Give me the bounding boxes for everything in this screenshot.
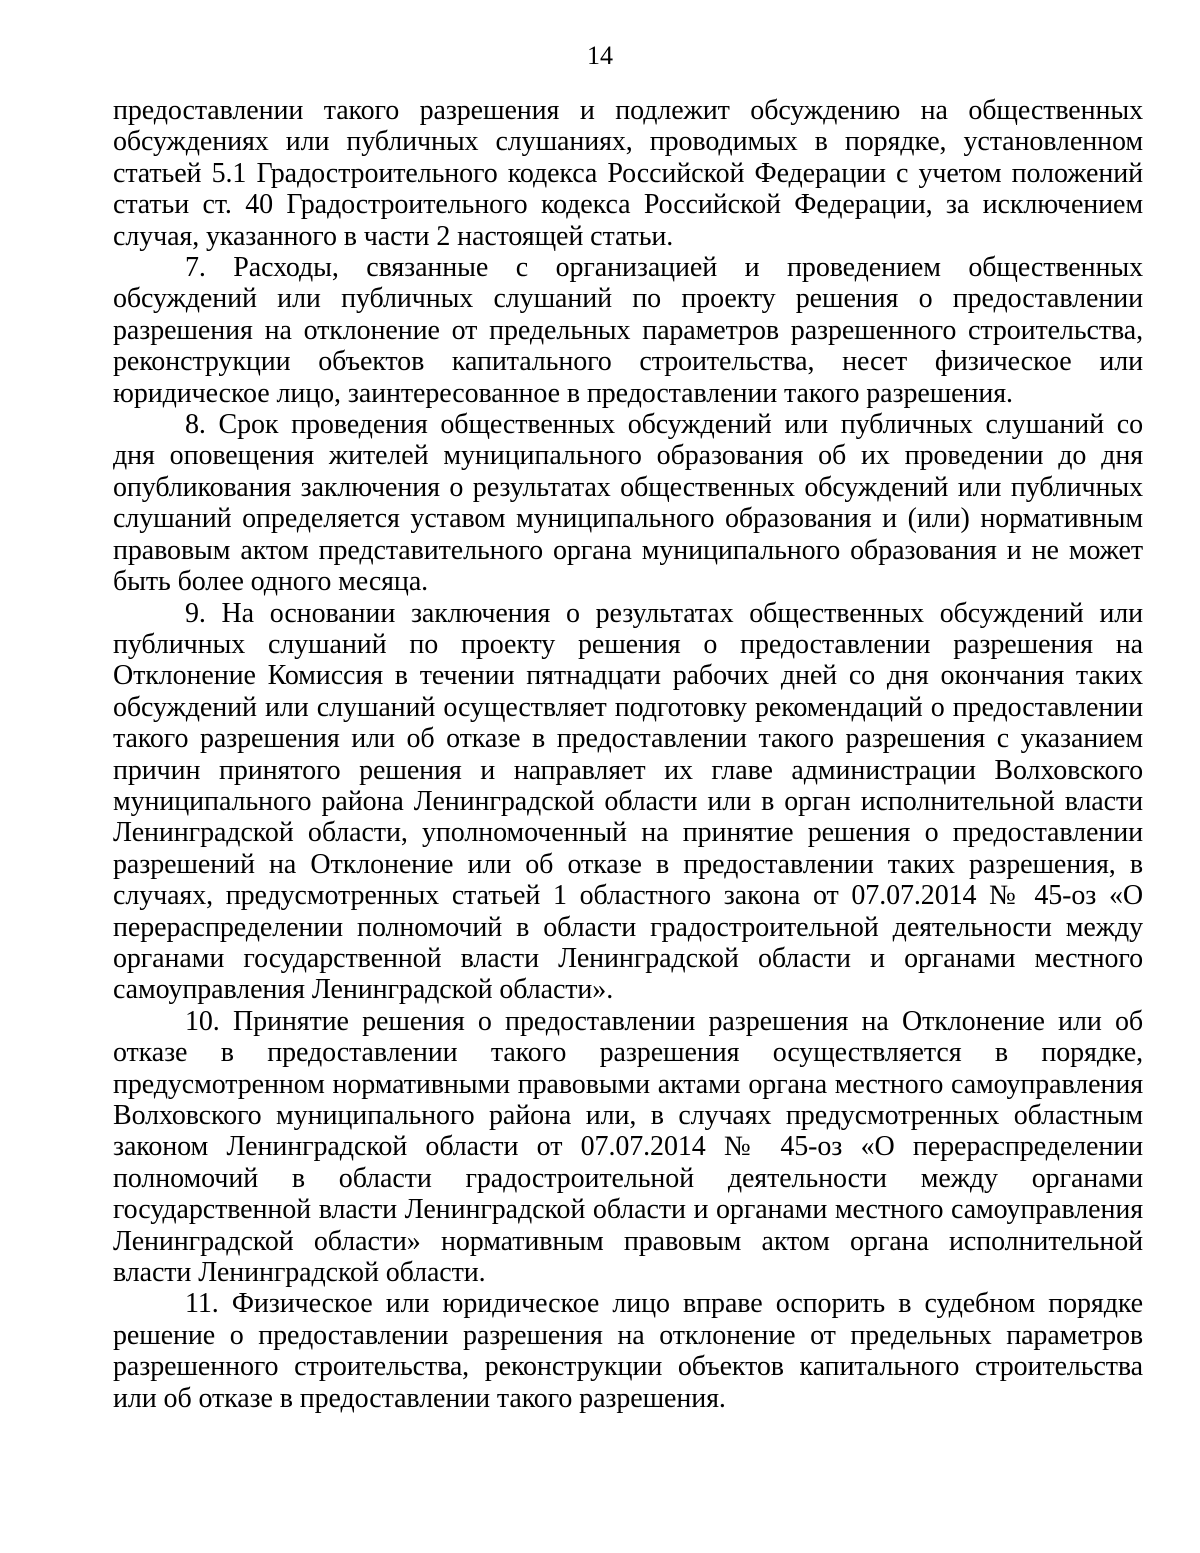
paragraph-item-8: 8. Срок проведения общественных обсуждений или публичных слушаний со дня оповещения жителей муниципального образования об их проведении до дня опубликования заключения о результатах общественных обсуждений или публичных слушаний определяется уставом муниципального образования и (или) нормативным правовым актом представительного органа муниципального образования и не может быть более одного месяца. <box>113 409 1143 598</box>
paragraph-continuation: предоставлении такого разрешения и подлежит обсуждению на общественных обсуждениях или публичных слушаниях, проводимых в порядке, установленном статьей 5.1 Градостроительного кодекса Российской Федерации с учетом положений статьи ст. 40 Градостроительного кодекса Российской Федерации, за исключением случая, указанного в части 2 настоящей статьи. <box>113 95 1143 252</box>
page-number: 14 <box>587 41 613 70</box>
paragraph-item-11: 11. Физическое или юридическое лицо вправе оспорить в судебном порядке решение о предоставлении разрешения на отклонение от предельных параметров разрешенного строительства, реконструкции объектов капитального строительства или об отказе в предоставлении такого разрешения. <box>113 1288 1143 1414</box>
paragraph-item-10: 10. Принятие решения о предоставлении разрешения на Отклонение или об отказе в предоставлении такого разрешения осуществляется в порядке, предусмотренном нормативными правовыми актами органа местного самоуправления Волховского муниципального района или, в случаях предусмотренных областным законом Ленинградской области от 07.07.2014 № 45-оз «О перераспределении полномочий в области градостроительной деятельности между органами государственной власти Ленинградской области и органами местного самоуправления Ленинградской области» нормативным правовым актом органа исполнительной власти Ленинградской области. <box>113 1005 1143 1289</box>
paragraph-item-7: 7. Расходы, связанные с организацией и проведением общественных обсуждений или публичных слушаний по проекту решения о предоставлении разрешения на отклонение от предельных параметров разрешенного строительства, реконструкции объектов капитального строительства, несет физическое или юридическое лицо, заинтересованное в предоставлении такого разрешения. <box>113 252 1143 409</box>
paragraph-item-9: 9. На основании заключения о результатах общественных обсуждений или публичных слушаний по проекту решения о предоставлении разрешения на Отклонение Комиссия в течении пятнадцати рабочих дней со дня окончания таких обсуждений или слушаний осуществляет подготовку рекомендаций о предоставлении такого разрешения или об отказе в предоставлении такого разрешения с указанием причин принятого решения и направляет их главе администрации Волховского муниципального района Ленинградской области или в орган исполнительной власти Ленинградской области, уполномоченный на принятие решения о предоставлении разрешений на Отклонение или об отказе в предоставлении таких разрешения, в случаях, предусмотренных статьей 1 областного закона от 07.07.2014 № 45-оз «О перераспределении полномочий в области градостроительной деятельности между органами государственной власти Ленинградской области и органами местного самоуправления Ленинградской области». <box>113 597 1143 1006</box>
document-body <box>113 95 1143 1414</box>
